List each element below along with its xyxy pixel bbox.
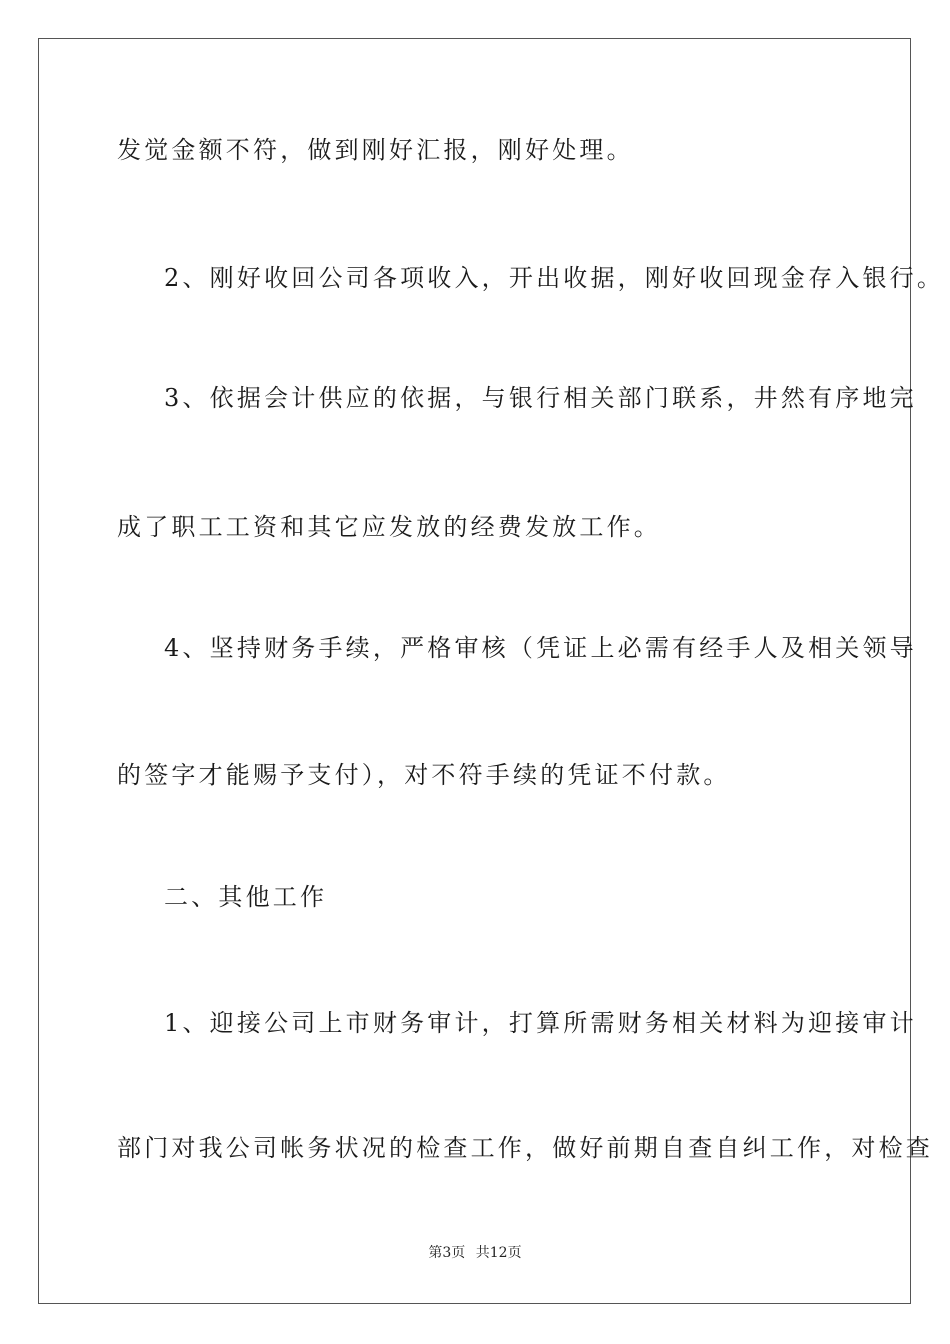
paragraph-line-2: 2、刚好收回公司各项收入，开出收据，刚好收回现金存入银行。 [164, 264, 945, 292]
page-footer [0, 1244, 950, 1262]
section-heading: 二、其他工作 [164, 883, 328, 911]
paragraph-line-4: 成了职工工资和其它应发放的经费发放工作。 [117, 513, 661, 541]
page-border [38, 38, 911, 1304]
paragraph-line-6: 的签字才能赐予支付），对不符手续的凭证不付款。 [117, 761, 731, 789]
paragraph-line-5: 4、坚持财务手续，严格审核（凭证上必需有经手人及相关领导 [164, 634, 917, 662]
page-total: 共12页 [475, 1245, 522, 1261]
paragraph-line-7: 1、迎接公司上市财务审计，打算所需财务相关材料为迎接审计 [164, 1009, 917, 1037]
paragraph-line-8: 部门对我公司帐务状况的检查工作，做好前期自查自纠工作，对检查 [117, 1134, 933, 1162]
paragraph-line-3: 3、依据会计供应的依据，与银行相关部门联系，井然有序地完 [164, 384, 917, 412]
paragraph-line-1: 发觉金额不符，做到刚好汇报，刚好处理。 [117, 136, 634, 164]
page-number: 第3页 [428, 1245, 466, 1261]
